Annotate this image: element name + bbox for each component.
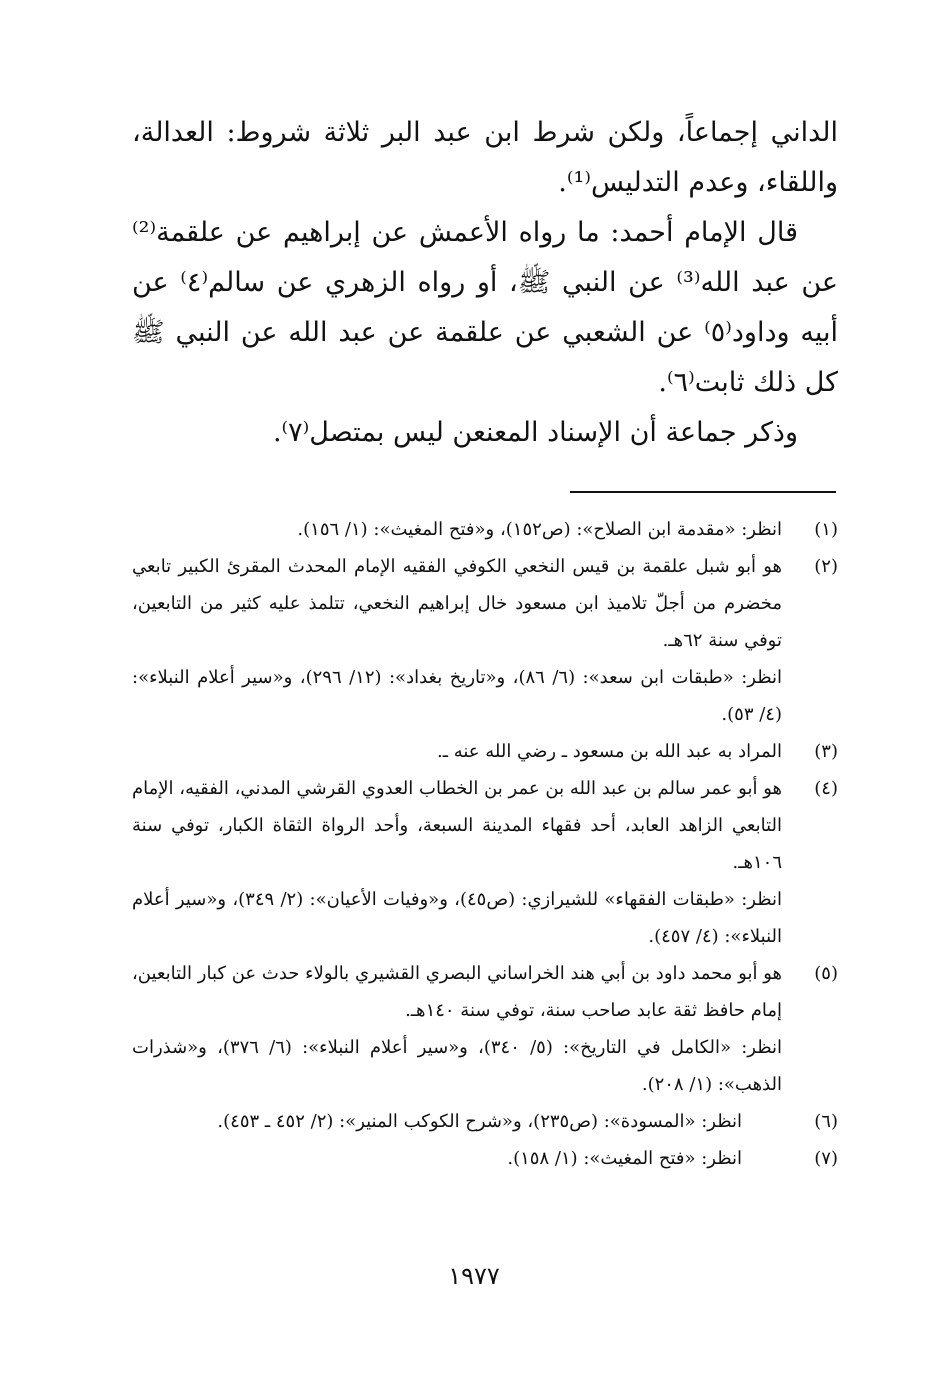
footnote-number: (٧): [814, 1148, 838, 1169]
main-text: [132, 108, 838, 458]
footnote-number: (٦): [814, 1111, 838, 1132]
footnote-6: [132, 1103, 838, 1140]
footnote-text: هو أبو عمر سالم بن عبد الله بن عمر بن الخطاب العدوي القرشي المدني، الفقيه، الإمام التابعي الزاهد العابد، أحد فقهاء المدينة السبعة، وأحد الرواة الثقاة الكبار، توفي سنة ١٠٦هـ.: [132, 778, 782, 873]
footnote-number: (٢): [814, 556, 838, 577]
footnote-source: انظر: «طبقات ابن سعد»: (٦/ ٨٦)، و«تاريخ بغداد»: (١٢/ ٢٩٦)، و«سير أعلام النبلاء»: (٤/ ٥٣).: [132, 667, 783, 725]
footnote-1: [132, 511, 838, 548]
footnote-2: [132, 548, 838, 733]
footnotes: [132, 511, 838, 1177]
footnote-text: انظر: «مقدمة ابن الصلاح»: (ص١٥٢)، و«فتح المغيث»: (١/ ١٥٦).: [297, 519, 782, 540]
footnote-3: [132, 733, 838, 770]
main-paragraph-1: الداني إجماعاً، ولكن شرط ابن عبد البر ثلاثة شروط: العدالة، واللقاء، وعدم التدليس⁽¹⁾.: [132, 117, 838, 198]
footnote-number: (١): [814, 519, 838, 540]
main-paragraph-3: وذكر جماعة أن الإسناد المعنعن ليس بمتصل⁽٧⁾.: [272, 417, 798, 448]
footnote-4: [132, 770, 838, 955]
footnote-text: هو أبو شبل علقمة بن قيس النخعي الكوفي الفقيه الإمام المحدث المقرئ الكبير تابعي مخضرم من أجلّ تلاميذ ابن مسعود خال إبراهيم النخعي، تتلمذ عليه كثير من التابعين، توفي سنة ٦٢هـ.: [132, 556, 782, 651]
footnote-number: (٤): [814, 778, 838, 799]
footnote-source: انظر: «طبقات الفقهاء» للشيرازي: (ص٤٥)، و«وفيات الأعيان»: (٢/ ٣٤٩)، و«سير أعلام النبلاء»: (٤/ ٤٥٧).: [132, 889, 782, 947]
footnote-number: (٣): [814, 741, 838, 762]
footnote-5: [132, 955, 838, 1103]
footnote-7: [132, 1140, 838, 1177]
footnote-text: المراد به عبد الله بن مسعود ـ رضي الله عنه ـ.: [436, 741, 782, 762]
footnote-text: هو أبو محمد داود بن أبي هند الخراساني البصري القشيري بالولاء حدث عن كبار التابعين، إمام حافظ ثقة عابد صاحب سنة، توفي سنة ١٤٠هـ.: [132, 963, 782, 1021]
page-number: ١٩٧٧: [448, 1262, 500, 1290]
footnote-number: (٥): [814, 963, 838, 984]
footnote-source: انظر: «الكامل في التاريخ»: (٥/ ٣٤٠)، و«سير أعلام النبلاء»: (٦/ ٣٧٦)، و«شذرات الذهب»: (١/ ٢٠٨).: [132, 1037, 782, 1095]
footnote-text: انظر: «المسودة»: (ص٢٣٥)، و«شرح الكوكب المنير»: (٢/ ٤٥٢ ـ ٤٥٣).: [217, 1111, 742, 1132]
main-paragraph-2: قال الإمام أحمد: ما رواه الأعمش عن إبراهيم عن علقمة⁽²⁾ عن عبد الله⁽³⁾ عن النبي ﷺ، أو رواه الزهري عن سالم⁽٤⁾ عن أبيه وداود⁽٥⁾ عن الشعبي عن علقمة عن عبد الله عن النبي ﷺ كل ذلك ثابت⁽٦⁾.: [132, 217, 838, 398]
footnote-separator: [570, 491, 836, 493]
footnote-text: انظر: «فتح المغيث»: (١/ ١٥٨).: [507, 1148, 742, 1169]
